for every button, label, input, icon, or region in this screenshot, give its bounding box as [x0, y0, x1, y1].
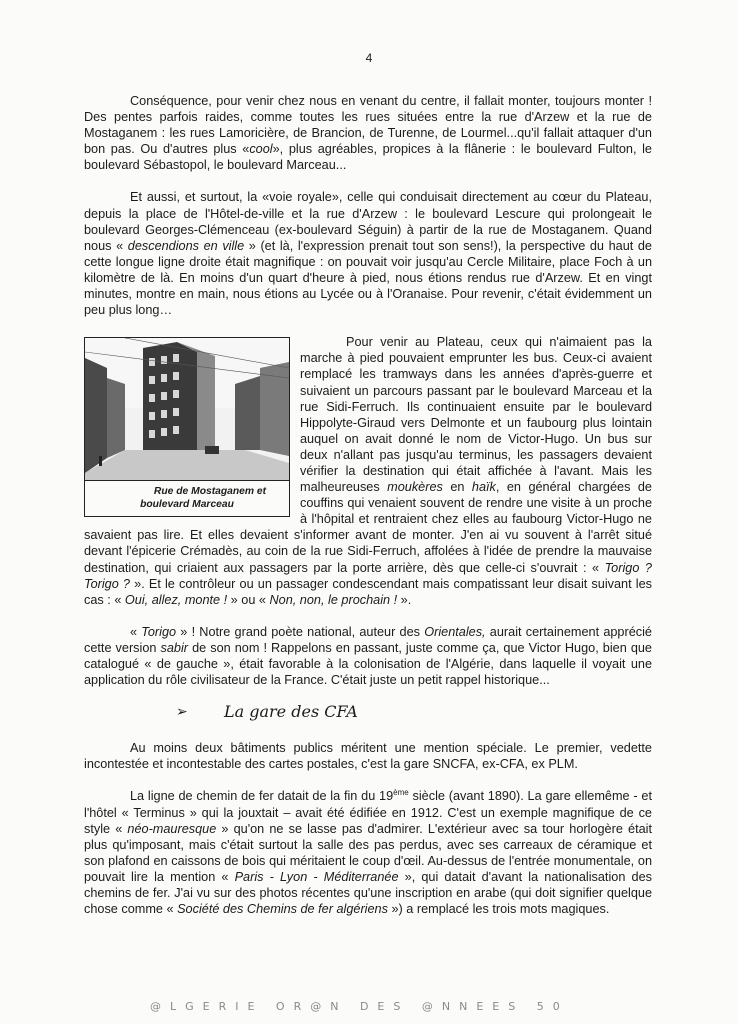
text-run: haïk: [471, 480, 496, 495]
text-run: aurait certainement apprécié cette version: [84, 624, 652, 655]
section-title: La gare des CFA: [224, 702, 358, 722]
text-run: de son nom ! Rappelons en passant, juste comme ça, que Victor Hugo, bien que catalogué « de gauche », était favorable à la colonisation de l'Algérie, dans laquelle il voyait une application du rôle civilisateur de la France. C'était juste un petit rappel historique...: [84, 640, 652, 688]
text-run: Non, non, le prochain !: [269, 592, 398, 607]
text-run: «: [130, 624, 142, 639]
paragraph: [84, 740, 652, 772]
text-run: », qui datait d'avant la nationalisation des chemins de fer. J'ai vu sur des photos récentes qu'une inscription en arabe (qui doit signifier quelque chose comme «: [84, 869, 652, 917]
text-run: Société des Chemins de fer algériens: [177, 902, 388, 917]
text-run: sabir: [160, 640, 189, 655]
document-body: [84, 93, 652, 933]
text-run: Et aussi, et surtout, la «voie royale», celle qui conduisait directement au cœur du Plateau, depuis la place de l'Hôtel-de-ville et la rue d'Arzew : le boulevard Lescure qui prolongeait le boulevard Georges-Clémenceau (ex-boulevard Séguin) à partir de la rue de Mostaganem. Quand nous «: [84, 190, 652, 253]
photo-street: [84, 337, 290, 481]
text-run: ème: [393, 788, 409, 798]
text-run: Oui, allez, monte !: [124, 592, 228, 607]
text-run: Torigo ? Torigo ?: [84, 560, 652, 591]
text-run: en: [442, 480, 472, 495]
paragraph: [84, 93, 652, 173]
figure: [84, 337, 290, 517]
text-run: » qu'on ne se lasse pas d'admirer. L'extérieur avec sa tour horlogère était plus qu'imposant, mais c'était surtout la salle des pas perdus, avec ses carreaux de céramique et son plafond en caissons de bois qui méritaient le coup d'œil. Au-dessus de l'entrée monumentale, on pouvait lire la mention «: [84, 821, 652, 884]
text-run: siècle (avant 1890). La gare ellemême - et l'hôtel « Terminus » qui la jouxtait – avait été édifiée en 1912. C'est un exemple magnifique de ce style «: [84, 789, 652, 836]
text-run: Orientales,: [424, 624, 486, 639]
text-run: ») a remplacé les trois mots magiques.: [387, 902, 610, 917]
text-run: Paris - Lyon - Méditerranée: [234, 869, 399, 884]
page-footer: @LGERIE OR@N DES @NNEES 50: [150, 1000, 569, 1013]
text-run: Au moins deux bâtiments publics méritent une mention spéciale. Le premier, vedette incontestée et incontestable des cartes postales, c'est la gare SNCFA, ex-CFA, ex PLM.: [84, 741, 652, 772]
text-run: ». Et le contrôleur ou un passager condescendant mais compatissant leur disait suivant les cas : «: [84, 576, 652, 607]
text-run: moukères: [387, 480, 443, 495]
text-run: » ! Notre grand poète national, auteur des: [176, 624, 425, 639]
text-run: , en général chargées de couffins qui venaient souvent de rendre une visite à un proche à l'hôpital et rentraient chez elles au faubourg Victor-Hugo ne savaient pas lire. Et elles devaient s'informer avant de monter. J'en ai vu souvent à l'arrêt situé devant l'épicerie Crémadès, au coin de la rue Sidi-Ferruch, affolées à l'idée de prendre la mauvaise destination, qui criaient aux passagers par la porte arrière, dès que celle-ci s'ouvrait : «: [84, 480, 652, 575]
text-run: Torigo: [141, 624, 177, 639]
text-run: La ligne de chemin de fer datait de la fin du 19: [130, 789, 394, 804]
text-run: », plus agréables, propices à la flânerie : le boulevard Fulton, le boulevard Sébastopol, le boulevard Marceau...: [84, 142, 652, 173]
text-run: Conséquence, pour venir chez nous en venant du centre, il fallait monter, toujours monter ! Des pentes parfois raides, comme toutes les rues situées entre la rue d'Arzew et la rue de Mostaganem : les rues Lamoricière, de Brancion, de Turenne, de Lourmel...qu'il fallait attaquer d'un bon pas. Ou d'autres plus «: [84, 94, 652, 157]
text-run: descendions en ville: [127, 238, 245, 253]
text-run: ».: [397, 592, 412, 607]
text-run: néo-mauresque: [127, 821, 217, 836]
text-run: » (et là, l'expression prenait tout son sens!), la perspective du haut de cette longue ligne droite était magnifique : on pouvait voir jusqu'au Cercle Militaire, place Foch à un kilomètre de là. En moins d'un quart d'heure à pied, nous étions rendus rue d'Arzew. Et en vingt minutes, montre en main, nous étions au Lycée ou à l'Oranaise. Pour revenir, c'était évidemment un peu plus long…: [84, 238, 652, 318]
paragraph: [84, 788, 652, 917]
text-run: Pour venir au Plateau, ceux qui n'aimaient pas la marche à pied pouvaient emprunter les bus. Ceux-ci avaient remplacé les tramways dans les années d'après-guerre et suivaient un parcours passant par le boulevard Marceau et la rue Sidi-Ferruch. Ils continuaient ensuite par le boulevard Hippolyte-Giraud vers Delmonte et un faubourg plus lointain auquel on avait donné le nom de Victor-Hugo. Un bus sur deux n'allant pas jusqu'au terminus, les passagers devaient vérifier la destination qui était affichée à l'avant. Mais les malheureuses: [300, 335, 652, 495]
section-heading: [84, 704, 652, 720]
paragraph: [84, 624, 652, 688]
text-run: » ou «: [227, 592, 270, 607]
text-run: cool: [249, 142, 273, 157]
paragraph-with-figure: [84, 334, 652, 608]
arrow-bullet-icon: ➢: [176, 704, 188, 721]
page-number: 4: [365, 51, 373, 65]
figure-caption: Rue de Mostaganem et boulevard Marceau: [84, 481, 290, 517]
paragraph: [84, 189, 652, 318]
